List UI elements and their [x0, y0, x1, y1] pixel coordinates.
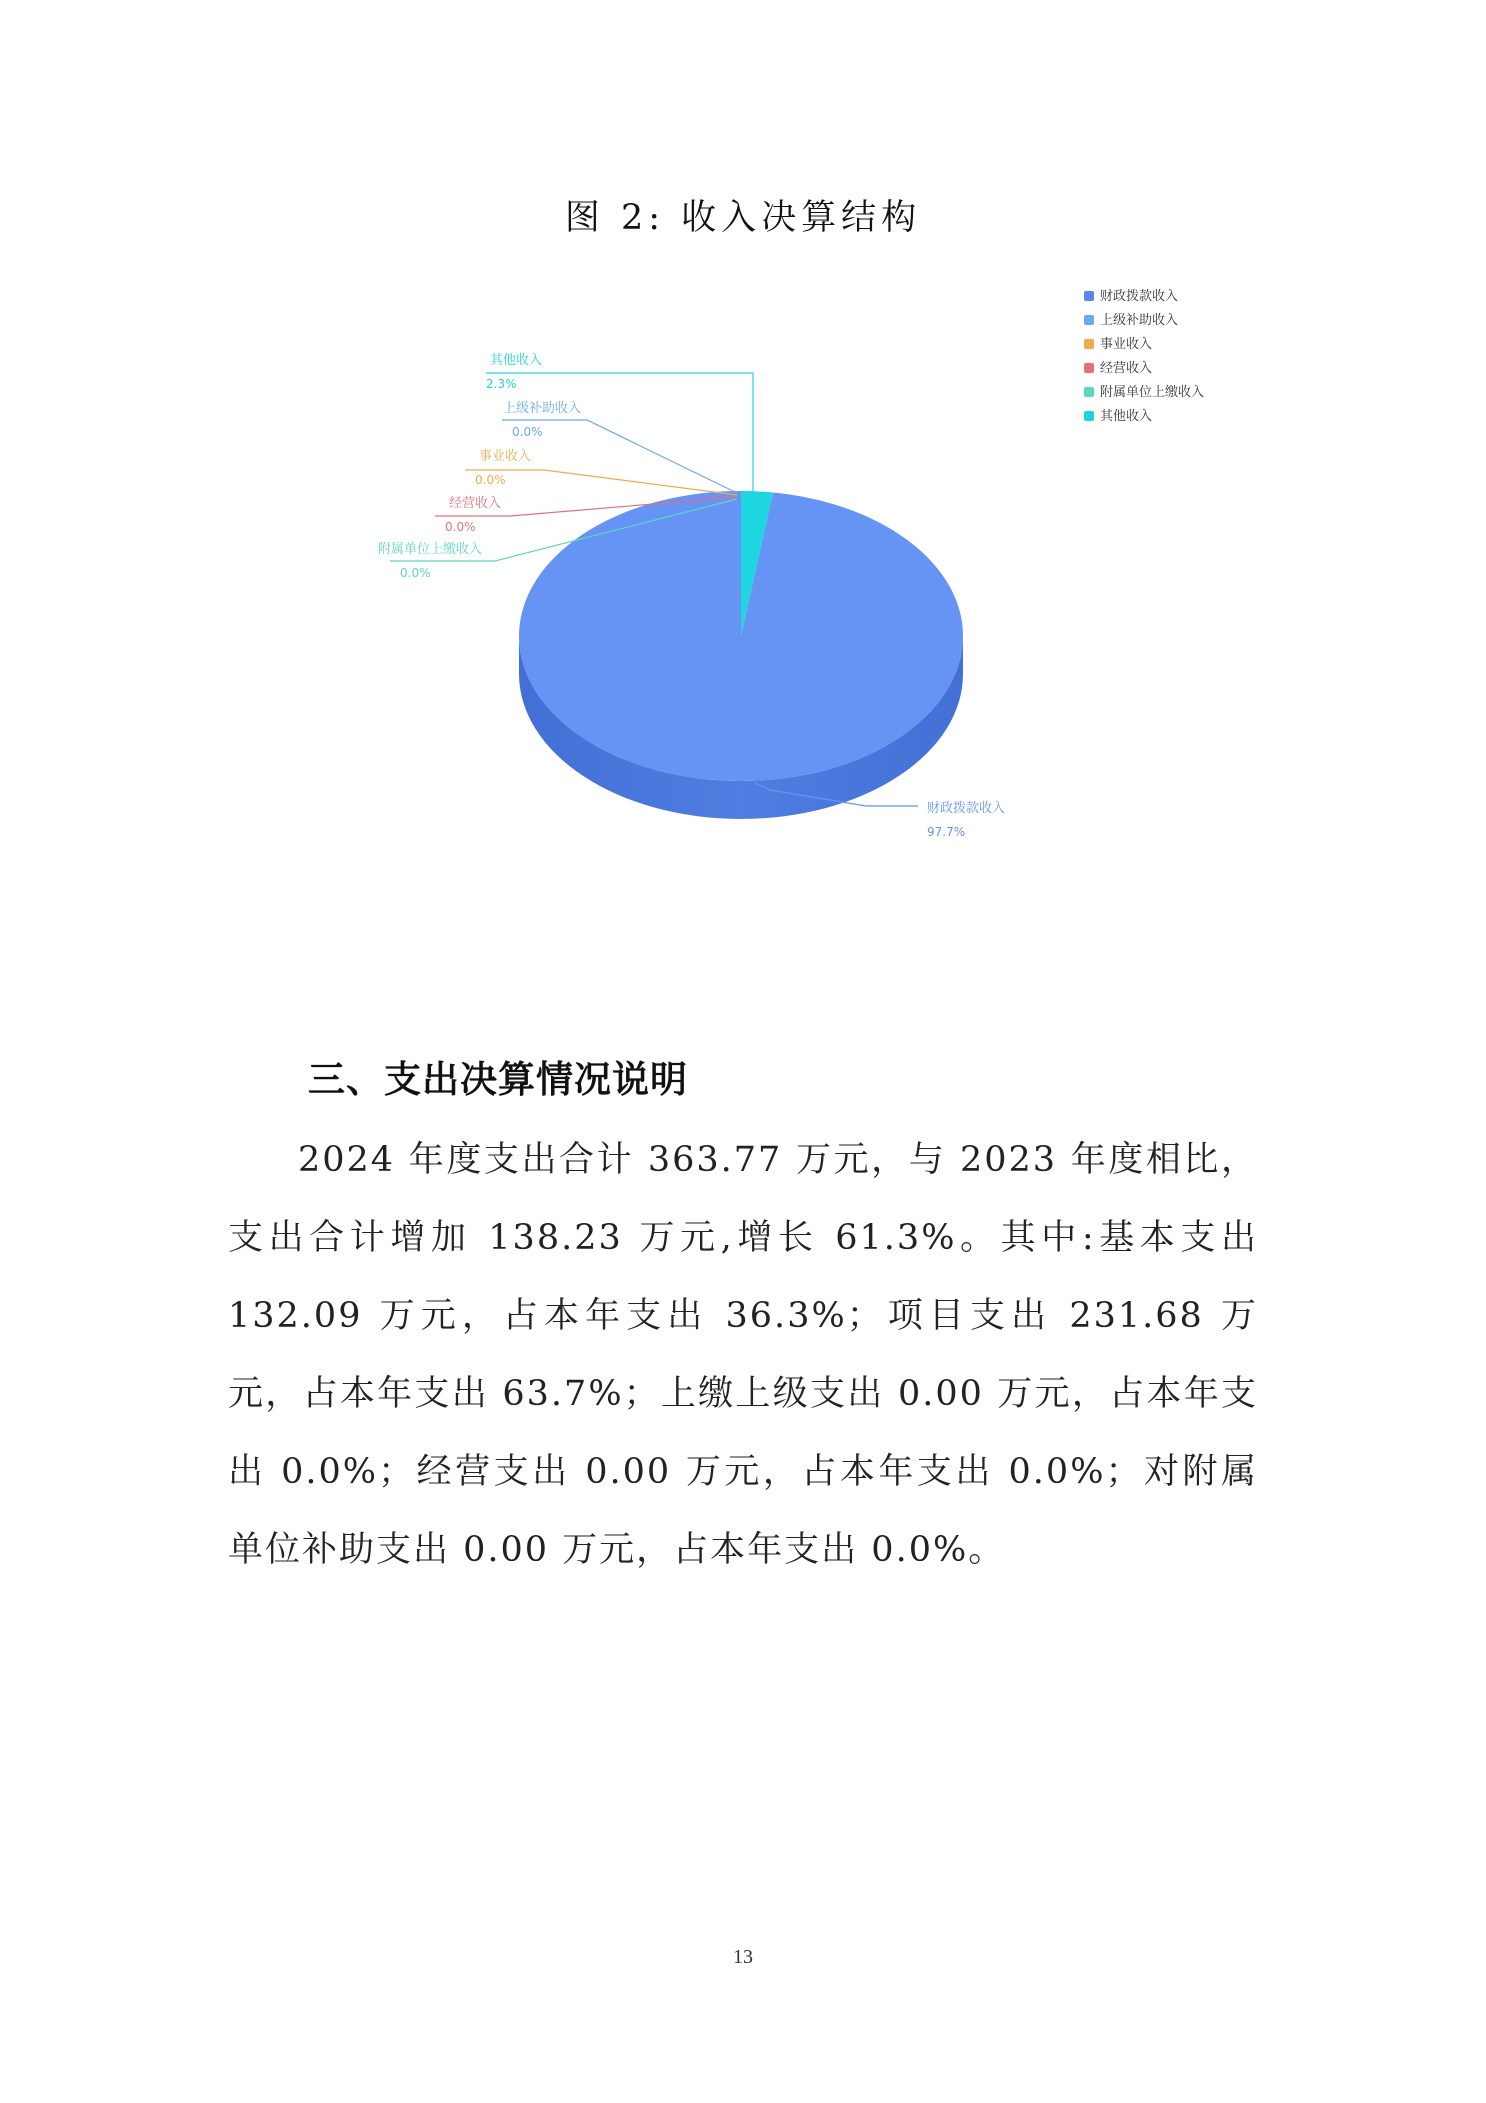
- legend-item: [1084, 408, 1152, 424]
- legend-item: [1084, 312, 1178, 328]
- legend-label: 经营收入: [1100, 361, 1153, 376]
- callout-percent: 0.0%: [512, 425, 543, 439]
- callout-name: 事业收入: [478, 449, 532, 464]
- legend-swatch: [1084, 387, 1094, 397]
- legend-item: [1084, 336, 1152, 352]
- legend-item: [1084, 288, 1178, 304]
- legend-swatch: [1084, 411, 1094, 421]
- callout-percent: 0.0%: [445, 520, 476, 534]
- section-heading: 三、支出决算情况说明: [308, 1058, 688, 1101]
- callout-name: 附属单位上缴收入: [377, 542, 483, 557]
- legend-label: 事业收入: [1100, 337, 1153, 352]
- callout-slice-2: [465, 448, 737, 495]
- legend-swatch: [1084, 363, 1094, 373]
- income-structure-pie-chart: [0, 270, 1486, 890]
- legend-label: 财政拨款收入: [1100, 289, 1179, 304]
- legend-label: 其他收入: [1100, 409, 1153, 424]
- legend-swatch: [1084, 291, 1094, 301]
- callout-name: 经营收入: [448, 496, 502, 511]
- callout-percent: 0.0%: [400, 566, 431, 580]
- legend-swatch: [1084, 315, 1094, 325]
- chart-legend: [1084, 288, 1204, 424]
- callout-percent: 2.3%: [486, 377, 517, 391]
- callout-name: 上级补助收入: [502, 401, 582, 416]
- callout-name: 财政拨款收入: [927, 801, 1006, 816]
- legend-item: [1084, 384, 1204, 400]
- legend-item: [1084, 360, 1152, 376]
- callout-percent: 97.7%: [927, 825, 966, 839]
- callout-percent: 0.0%: [475, 473, 506, 487]
- page-number: 13: [733, 1946, 753, 1968]
- callout-name: 其他收入: [489, 353, 543, 368]
- legend-label: 上级补助收入: [1100, 313, 1179, 328]
- figure-title: 图 2: 收入决算结构: [564, 198, 922, 238]
- callout-slice-5: [486, 352, 753, 493]
- pie-layer: [519, 491, 963, 819]
- legend-swatch: [1084, 339, 1094, 349]
- section-paragraph: 2024 年度支出合计 363.77 万元，与 2023 年度相比，支出合计增加 138.23 万元,增长 61.3%。其中:基本支出 132.09 万元，占本年支出 36.3%；项目支出 231.68 万元，占本年支出 63.7%；上缴上级支出 0.00 万元，占本年支出 0.0%；经营支出 0.00 万元，占本年支出 0.0%；对附属单位补助支出 0.00 万元，占本年支出 0.0%。: [228, 1140, 1258, 1570]
- legend-label: 附属单位上缴收入: [1100, 385, 1205, 400]
- callout-slice-1: [502, 400, 737, 493]
